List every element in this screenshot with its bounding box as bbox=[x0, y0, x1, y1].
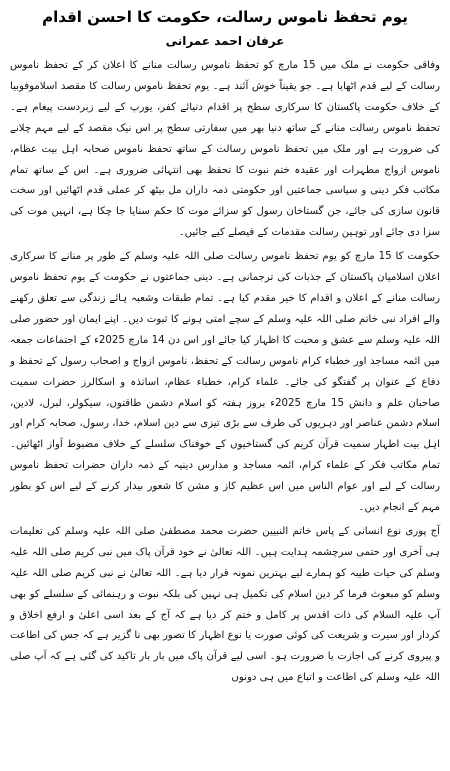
article-body bbox=[10, 56, 440, 689]
article-paragraph: وفاقی حکومت نے ملک میں 15 مارچ کو تحفظ ناموس رسالت منانے کا اعلان کر کے تحفظ ناموس رسالت کے لیے قدم اٹھایا ہے۔ جو یقیناً خوش آئند ہے۔ یوم تحفظ ناموس رسالت کا مقصد اسلاموفوبیا کے خلاف حکومت پاکستان کا سرکاری سطح پر اقدام دنیائے کفر، یورپ کے لیے زبردست پیغام ہے۔ تحفظ ناموس رسالت منانے کے ساتھ دنیا بھر میں سفارتی سطح پر اس نیک مقصد کے لیے مہم چلانے کی ضرورت ہے اور ملک میں تحفظ ناموس رسالت کے ساتھ تحفظ ناموس صحابہ اہل بیت عظام، ناموس ازواج مطہرات اور عقیدہ ختم نبوت کا تحفظ بھی انتہائی ضروری ہے۔ اس کے ساتھ تمام مکاتب فکر دینی و سیاسی جماعتیں اور حکومتی ذمہ داران مل بیٹھ کر عملی قدم اٹھائیں اور سخت قانون سازی کی جائے، جن گستاخان رسول کو سزائے موت کا حکم سنایا جا چکا ہے، انہیں موت کی سزا دی جائے اور توہین رسالت مقدمات کے فیصلے کیے جائیں۔ bbox=[10, 60, 440, 239]
article-title: یوم تحفظ ناموس رسالت، حکومت کا احسن اقدام bbox=[42, 8, 408, 26]
article-author: عرفان احمد عمرانی bbox=[165, 34, 285, 48]
article-paragraph: آج پوری نوع انسانی کے پاس خاتم النبیین حضرت محمد مصطفیٰ صلی اللہ علیہ وسلم کی تعلیمات ہی آخری اور حتمی سرچشمہ ہدایت ہیں۔ اللہ تعالیٰ نے خود قرآن پاک میں نبی کریم صلی اللہ علیہ وسلم کی حیات طیبہ کو ہمارے لیے بہترین نمونہ قرار دیا ہے۔ اللہ تعالیٰ نے نبی کریم صلی اللہ علیہ وسلم کو مبعوث فرما کر دین اسلام کی تکمیل ہی نہیں کی بلکہ نبوت و رہنمائی کے سلسلے کو بھی آپ علیہ السلام کی ذات اقدس پر کامل و ختم کر دیا ہے کہ آج کے بعد اسی اعلیٰ و ارفع اخلاق و کردار اور سیرت و شریعت کی کوئی صورت یا نوع اظہار کا تصور بھی نا گزیر ہے کہ جس کی اطاعت و پیروی کرنے کی اجازت یا ضرورت ہو۔ اسی لیے قرآن پاک میں بار بار تاکید کی گئی ہے کہ آپ صلی اللہ علیہ وسلم کی اطاعت و اتباع میں ہی دونوں bbox=[10, 525, 440, 684]
article-paragraph: حکومت کا 15 مارچ کو یوم تحفظ ناموس رسالت صلی اللہ علیہ وسلم کے طور پر منانے کا سرکاری اعلان اسلامیان پاکستان کے جذبات کی ترجمانی ہے۔ دینی جماعتوں نے حکومت کے یوم تحفظ ناموس رسالت منانے کے اعلان و اقدام کا خیر مقدم کیا ہے۔ تمام طبقات وشعبہ ہائے زندگی سے تعلق رکھنے والے افراد نبی خاتم صلی اللہ علیہ وسلم کے سچے امتی ہونے کا ثبوت دیں۔ اپنے ایمان اور حضور صلی اللہ علیہ وسلم سے عشق و محبت کا اظہار کیا جائے اور اس دن 14 مارچ 2025ء کے اجتماعات جمعہ میں ائمہ مساجد اور خطباء کرام ناموس رسالت کے تحفظ، ناموس ازواج و اصحاب رسول کے تحفظ و دفاع کے عنوان پر گفتگو کی جائے۔ علماء کرام، خطباء عظام، اساتذہ و اسکالرز حضرات سمیت صاحبان علم و دانش 15 مارچ 2025ء بروز ہفتہ کو اسلام دشمن طاقتوں، سیکولر، لبرل، لادین، اسلام دشمن عناصر اور دہریوں کی طرف سے بڑی تیزی سے دین اسلام، خدا، رسول، صحابہ کرام اور اہل بیت اطہار سمیت قرآن کریم کی گستاخیوں کے خوفناک سلسلے کے خلاف مضبوط آواز اٹھائیں۔ تمام مکاتب فکر کے علماء کرام، ائمہ مساجد و مدارس دینیہ کے ذمہ داران حضرات تحفظ ناموس رسالت کے لیے اور عوام الناس میں اس عظیم کاز و مشن کا شعور بیدار کرنے کے لیے اس کو بطور مہم کے انجام دیں۔ bbox=[10, 251, 441, 514]
